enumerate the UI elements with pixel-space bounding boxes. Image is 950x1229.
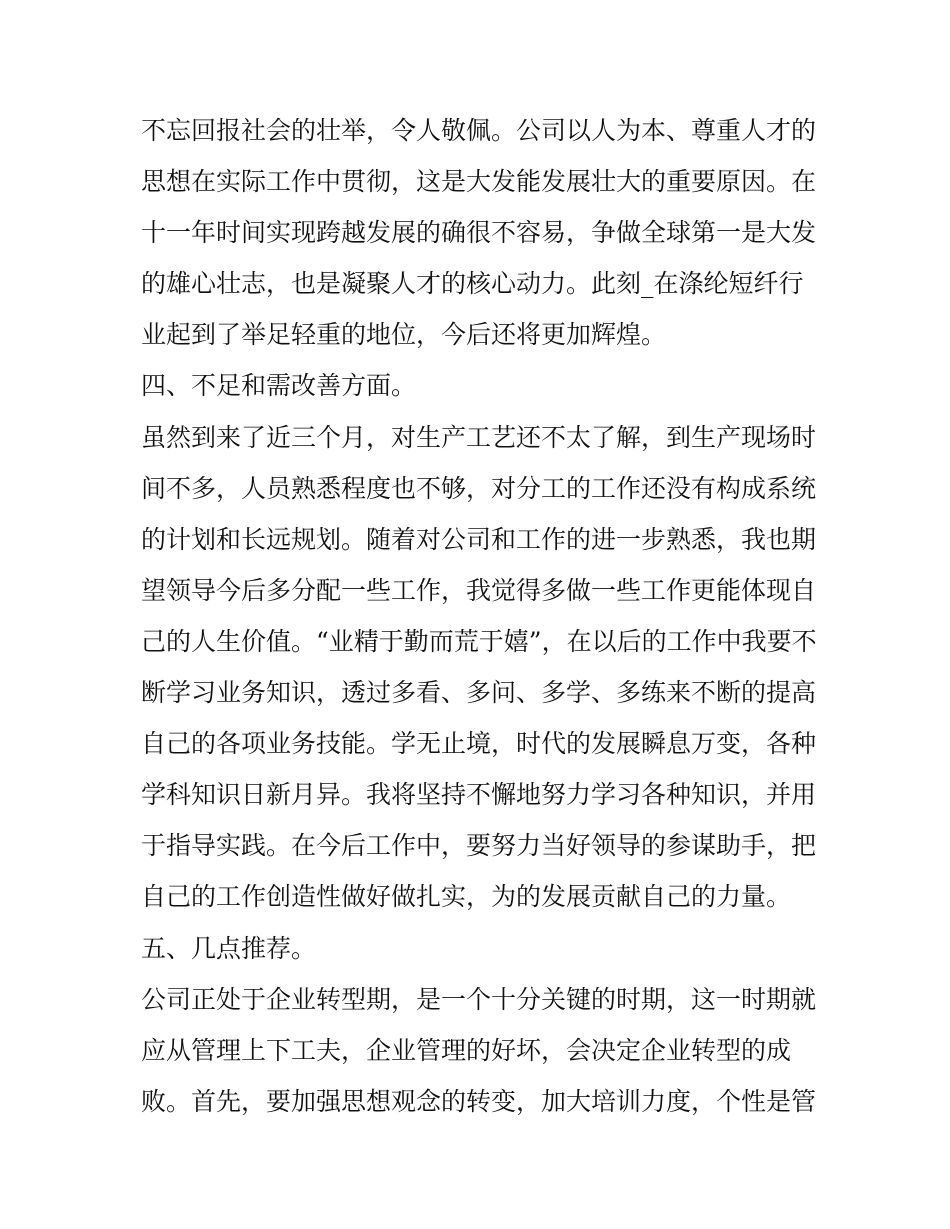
section-heading: 四、不足和需改善方面。: [141, 371, 417, 401]
text-line: 于指导实践。在今后工作中，要努力当好领导的参谋助手，把: [141, 831, 817, 861]
text-line: 十一年时间实现跨越发展的确很不容易，争做全球第一是大发: [141, 218, 817, 248]
text-line: 断学习业务知识，透过多看、多问、多学、多练来不断的提高: [141, 678, 817, 708]
text-line: 应从管理上下工夫，企业管理的好坏，会决定企业转型的成: [141, 1035, 792, 1065]
text-line: 业起到了举足轻重的地位，今后还将更加辉煌。: [141, 320, 667, 350]
text-line: 不忘回报社会的壮举，令人敬佩。公司以人为本、尊重人才的: [141, 116, 817, 145]
text-line: 己的人生价值。“业精于勤而荒于嬉”，在以后的工作中我要不: [141, 626, 817, 656]
text-line: 公司正处于企业转型期，是一个十分关键的时期，这一时期就: [141, 984, 817, 1014]
text-line: 自己的各项业务技能。学无止境，时代的发展瞬息万变，各种: [141, 729, 817, 759]
text-line: 自己的工作创造性做好做扎实，为的发展贡献自己的力量。: [141, 882, 792, 912]
text-line: 间不多，人员熟悉程度也不够，对分工的工作还没有构成系统: [141, 473, 817, 503]
text-line: 虽然到来了近三个月，对生产工艺还不太了解，到生产现场时: [141, 422, 817, 452]
text-line: 败。首先，要加强思想观念的转变，加大培训力度，个性是管: [141, 1086, 817, 1116]
text-line: 的雄心壮志，也是凝聚人才的核心动力。此刻_在涤纶短纤行: [141, 269, 804, 299]
text-line: 的计划和长远规划。随着对公司和工作的进一步熟悉，我也期: [141, 524, 817, 554]
text-line: 望领导今后多分配一些工作，我觉得多做一些工作更能体现自: [141, 575, 817, 605]
section-heading: 五、几点推荐。: [141, 933, 317, 963]
document-body: [141, 105, 821, 1127]
text-line: 思想在实际工作中贯彻，这是大发能发展壮大的重要原因。在: [141, 167, 817, 197]
text-line: 学科知识日新月异。我将坚持不懈地努力学习各种知识，并用: [141, 780, 817, 810]
